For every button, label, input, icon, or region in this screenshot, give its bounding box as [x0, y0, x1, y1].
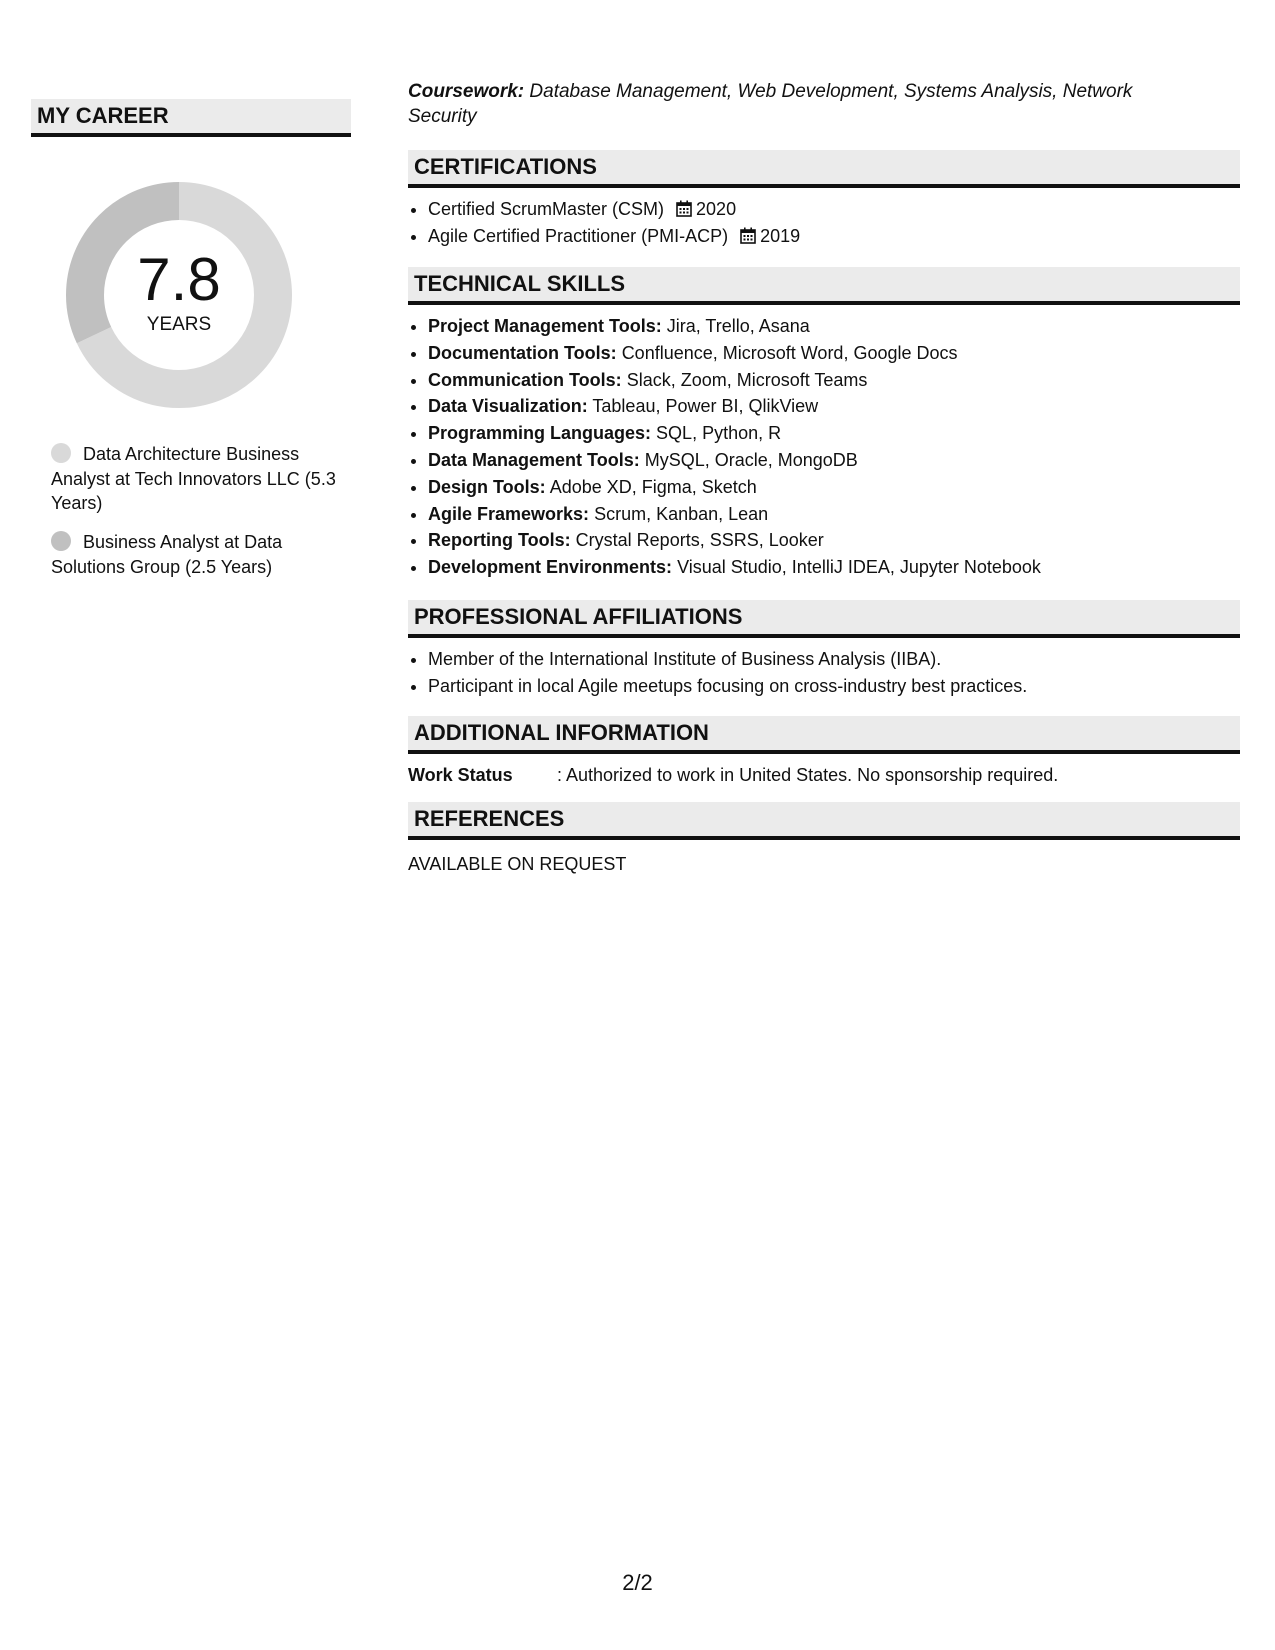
references-title: REFERENCES: [414, 806, 565, 831]
work-status-label: Work Status: [408, 765, 513, 785]
certifications-title: CERTIFICATIONS: [414, 154, 597, 179]
list-item: [428, 223, 800, 250]
list-item: [428, 196, 800, 223]
list-item: [428, 340, 1041, 367]
page-number: 2/2: [622, 1570, 653, 1595]
certifications-header: [408, 150, 1240, 188]
list-item: [428, 447, 1041, 474]
career-item-label: Data Architecture Business Analyst at Tech Innovators LLC (5.3 Years): [51, 444, 336, 513]
skill-value: Jira, Trello, Asana: [666, 316, 810, 336]
career-item-2: [51, 530, 341, 579]
calendar-icon: [740, 227, 756, 244]
coursework-text: Database Management, Web Development, Systems Analysis, Network Security: [408, 81, 1133, 127]
skill-label: Data Visualization:: [428, 396, 588, 417]
skill-label: Communication Tools:: [428, 369, 622, 390]
skill-label: Project Management Tools:: [428, 316, 662, 336]
skill-value: Slack, Zoom, Microsoft Teams: [626, 369, 868, 390]
skill-label: Documentation Tools:: [428, 342, 617, 363]
legend-dot-icon: [51, 531, 71, 551]
references-text: AVAILABLE ON REQUEST: [408, 854, 627, 874]
work-status-row: [408, 762, 1058, 788]
calendar-icon: [676, 200, 692, 217]
technical-skills-title: TECHNICAL SKILLS: [414, 271, 626, 296]
list-item: [428, 420, 1041, 447]
additional-info-title: ADDITIONAL INFORMATION: [414, 720, 709, 745]
affiliations-header: [408, 600, 1240, 638]
certification-name: Certified ScrumMaster (CSM): [428, 199, 665, 219]
legend-dot-icon: [51, 443, 71, 463]
skill-value: Confluence, Microsoft Word, Google Docs: [621, 342, 958, 363]
career-item-1: [51, 442, 341, 516]
coursework: [408, 79, 1198, 129]
list-item: [428, 554, 1041, 581]
additional-info-header: [408, 716, 1240, 754]
coursework-label: Coursework:: [408, 81, 525, 102]
certification-year: 2019: [760, 225, 801, 246]
affiliations-title: PROFESSIONAL AFFILIATIONS: [414, 604, 743, 629]
certification-name: Agile Certified Practitioner (PMI-ACP): [428, 225, 729, 246]
donut-value: 7.8: [137, 246, 221, 313]
skill-value: Tableau, Power BI, QlikView: [592, 396, 819, 417]
list-item: [428, 393, 1041, 420]
work-status-value: : Authorized to work in United States. No sponsorship required.: [557, 765, 1059, 785]
references-header: [408, 802, 1240, 840]
career-donut: [66, 182, 292, 408]
certifications-list: [408, 196, 800, 250]
skill-value: Crystal Reports, SSRS, Looker: [575, 530, 824, 551]
list-item: [428, 527, 1041, 554]
skill-label: Agile Frameworks:: [428, 503, 590, 524]
certification-year: 2020: [696, 199, 737, 219]
skill-value: Visual Studio, IntelliJ IDEA, Jupyter Notebook: [677, 557, 1041, 578]
my-career-title: MY CAREER: [37, 103, 169, 128]
list-item: [428, 474, 1041, 501]
skill-label: Data Management Tools:: [428, 449, 640, 470]
list-item: • Participant in local Agile meetups focusing on cross-industry best practices.: [428, 673, 1027, 700]
skill-label: Reporting Tools:: [428, 530, 571, 551]
skill-label: Design Tools:: [428, 476, 546, 497]
list-item: [428, 313, 1041, 340]
affiliations-list: [408, 646, 1027, 700]
list-item: [428, 367, 1041, 394]
skill-value: Scrum, Kanban, Lean: [594, 503, 769, 524]
technical-skills-header: [408, 267, 1240, 305]
technical-skills-list: [408, 313, 1041, 581]
skill-label: Development Environments:: [428, 557, 673, 578]
skill-value: MySQL, Oracle, MongoDB: [644, 449, 858, 470]
skill-value: Adobe XD, Figma, Sketch: [549, 476, 757, 497]
donut-unit: YEARS: [146, 314, 212, 335]
skill-label: Programming Languages:: [428, 423, 652, 444]
list-item: • Member of the International Institute of Business Analysis (IIBA).: [428, 646, 1027, 673]
my-career-header: [31, 99, 351, 137]
career-item-label: Business Analyst at Data Solutions Group (2.5 Years): [51, 532, 283, 577]
list-item: [428, 501, 1041, 528]
skill-value: SQL, Python, R: [656, 423, 782, 444]
